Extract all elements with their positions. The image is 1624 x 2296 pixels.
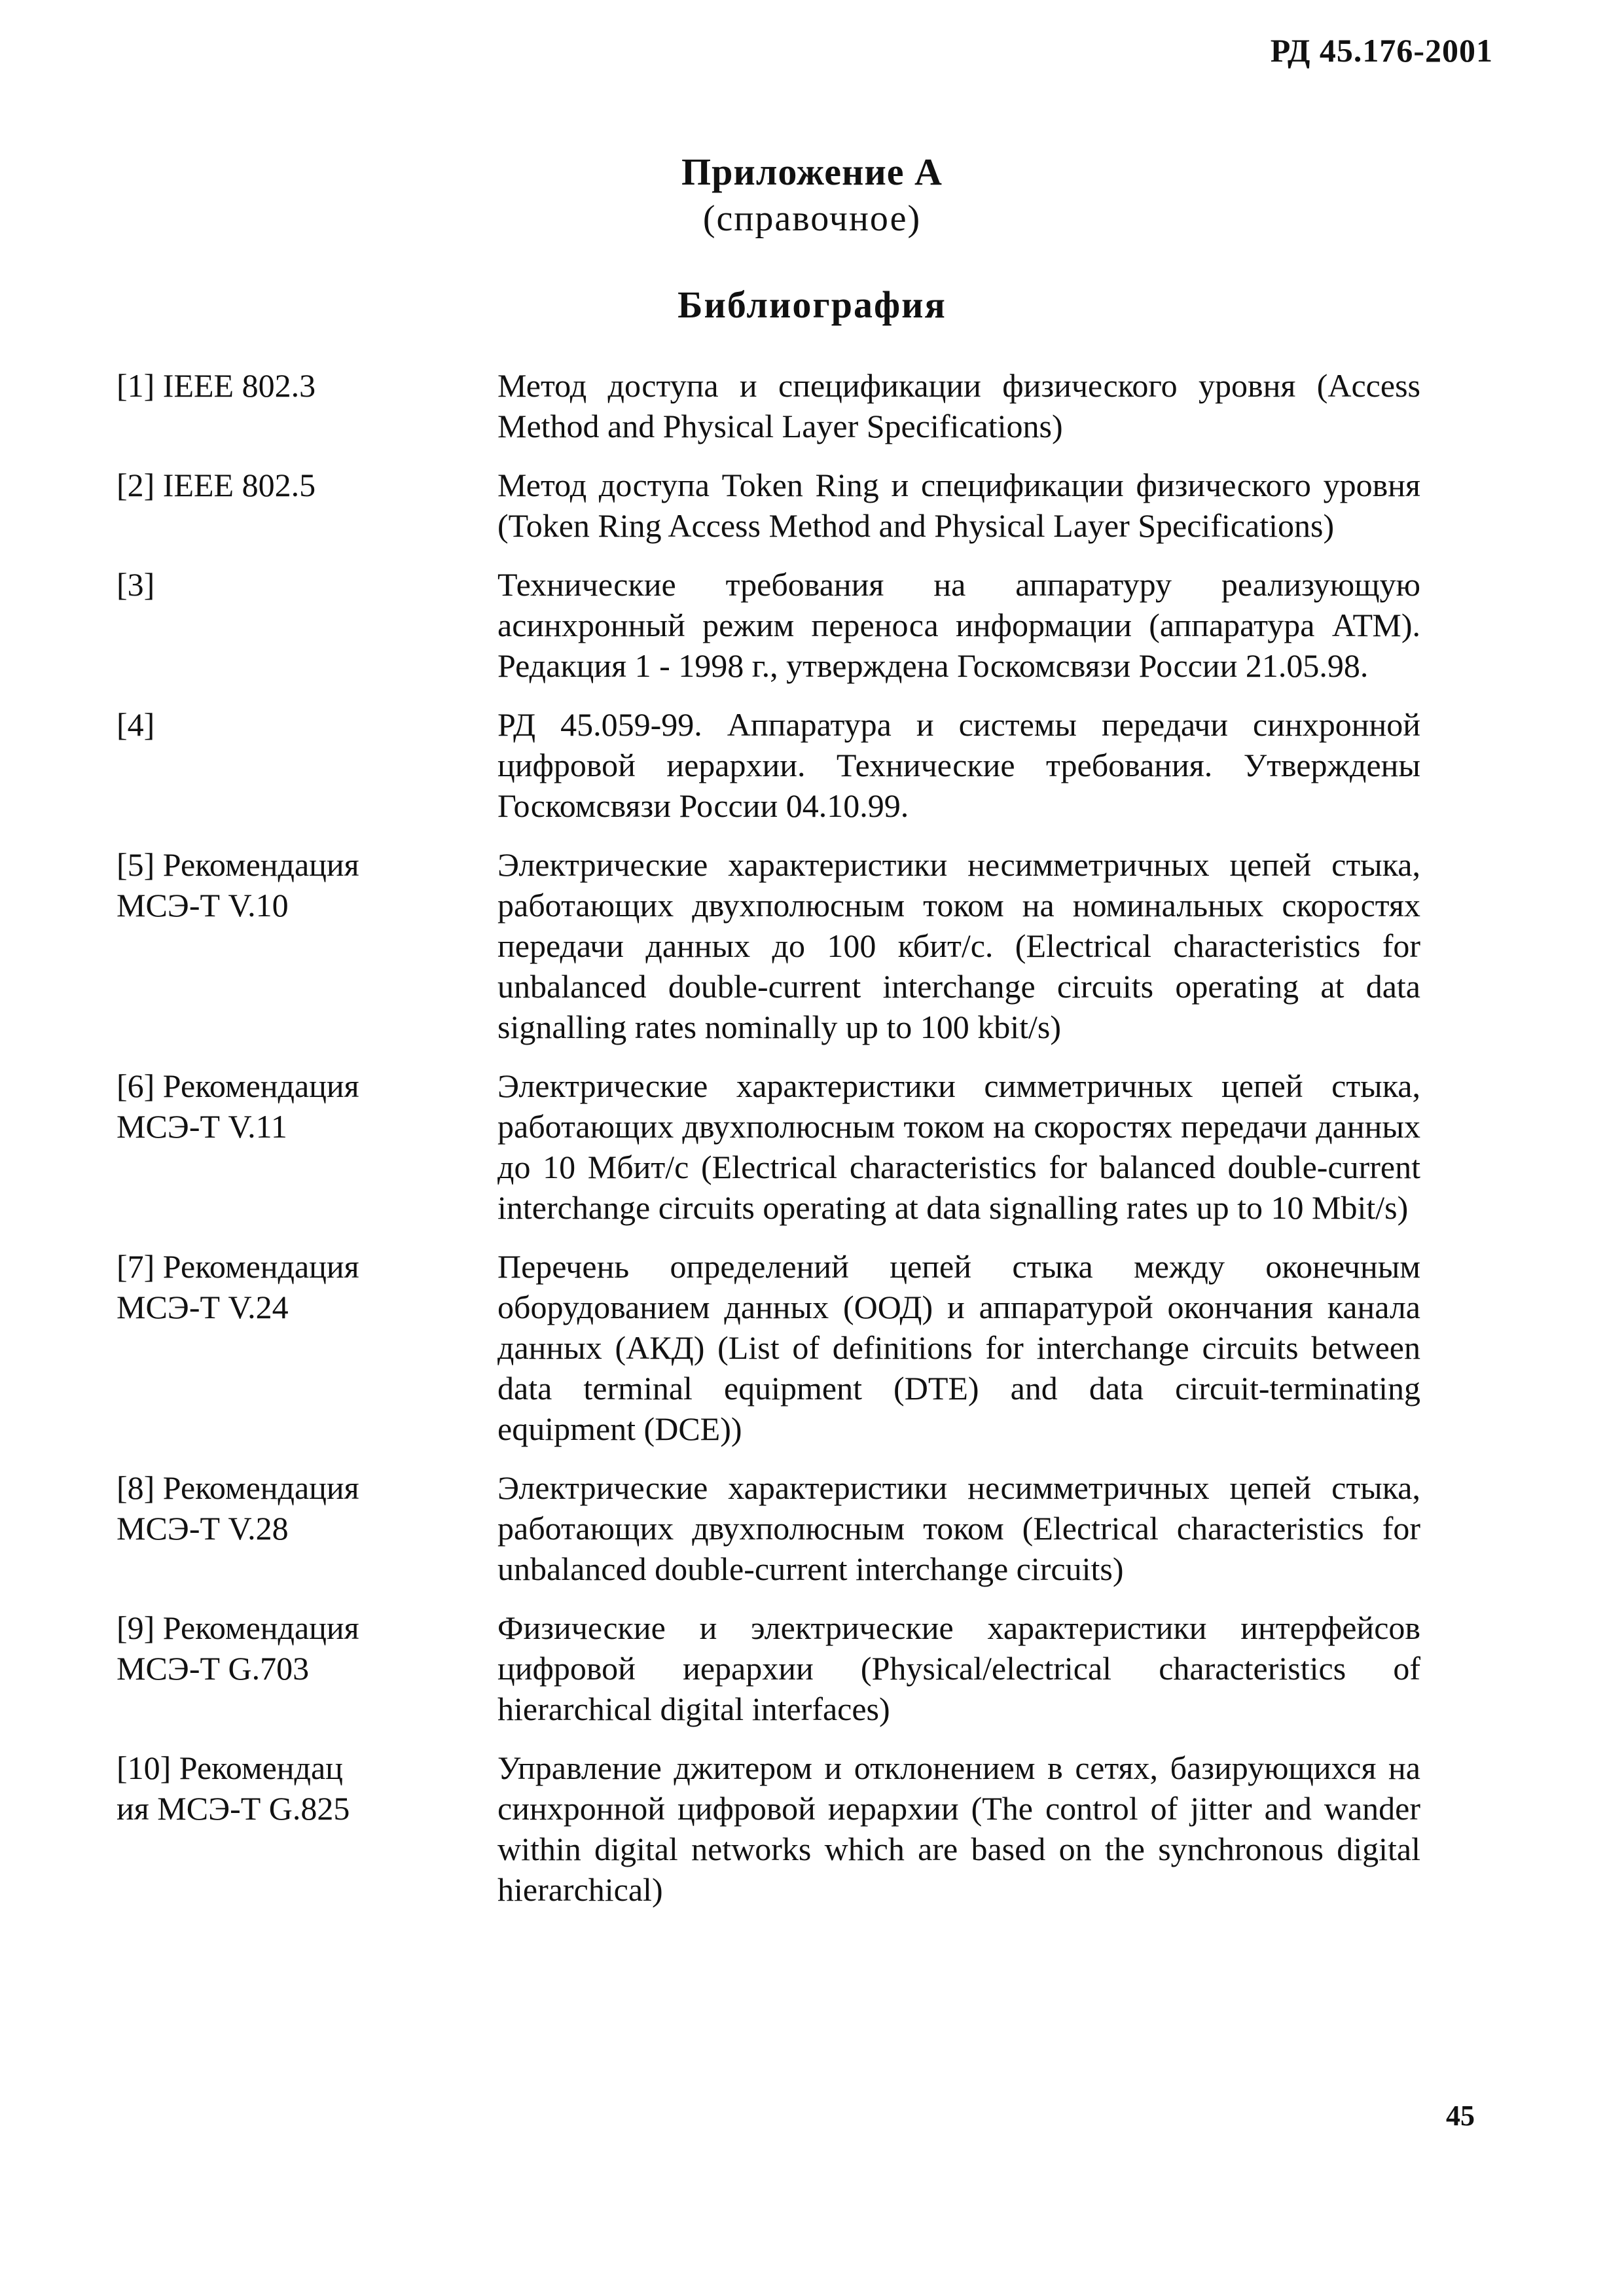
appendix-subtitle: (справочное) bbox=[702, 198, 922, 239]
bibliography-list bbox=[117, 365, 1420, 1928]
bibliography-entry-2 bbox=[117, 465, 1420, 546]
bibliography-entry-7 bbox=[117, 1246, 1420, 1449]
entry-reference: [10] Рекомендац ия МСЭ-Т G.825 bbox=[117, 1749, 350, 1827]
page-number: 45 bbox=[1446, 2100, 1475, 2132]
document-code: РД 45.176-2001 bbox=[1270, 32, 1493, 69]
bibliography-entry-4 bbox=[117, 704, 1420, 826]
bibliography-entry-8 bbox=[117, 1467, 1420, 1589]
bibliography-entry-1 bbox=[117, 365, 1420, 446]
entry-reference: [7] Рекомендация МСЭ-Т V.24 bbox=[117, 1248, 359, 1325]
entry-description: Электрические характеристики несимметричных цепей стыка, работающих двухполюсным током (Electrical characteristics for unbalanced double-current interchange circuits) bbox=[497, 1469, 1420, 1587]
entry-reference: [8] Рекомендация МСЭ-Т V.28 bbox=[117, 1469, 359, 1547]
entry-reference: [6] Рекомендация МСЭ-Т V.11 bbox=[117, 1067, 359, 1145]
entry-description: Электрические характеристики симметричных цепей стыка, работающих двухполюсным током на скоростях передачи данных до 10 Мбит/с (Electrical characteristics for balanced double-current interchange circuits operating at data signalling rates up to 10 Mbit/s) bbox=[497, 1067, 1420, 1226]
entry-reference: [4] bbox=[117, 706, 155, 743]
entry-reference: [1] IEEE 802.3 bbox=[117, 367, 316, 404]
entry-description: Технические требования на аппаратуру реализующую асинхронный режим переноса информации (аппаратура АТМ). Редакция 1 - 1998 г., утверждена Госкомсвязи России 21.05.98. bbox=[497, 566, 1420, 684]
entry-description: Перечень определений цепей стыка между оконечным оборудованием данных (ООД) и аппаратурой окончания канала данных (АКД) (List of definitions for interchange circuits between data terminal equipment (DTE) and data circuit-terminating equipment (DCE)) bbox=[497, 1248, 1420, 1447]
entry-reference: [2] IEEE 802.5 bbox=[117, 467, 316, 503]
entry-description: Метод доступа Token Ring и спецификации физического уровня (Token Ring Access Method and Physical Layer Specifications) bbox=[497, 467, 1420, 544]
appendix-heading bbox=[0, 149, 1624, 242]
bibliography-entry-6 bbox=[117, 1066, 1420, 1228]
bibliography-title: Библиография bbox=[677, 283, 947, 326]
entry-description: Физические и электрические характеристики интерфейсов цифровой иерархии (Physical/electrical characteristics of hierarchical digital interfaces) bbox=[497, 1609, 1420, 1727]
bibliography-entry-3 bbox=[117, 564, 1420, 686]
entry-description: Метод доступа и спецификации физического уровня (Access Method and Physical Layer Specifications) bbox=[497, 367, 1420, 444]
entry-reference: [3] bbox=[117, 566, 155, 603]
bibliography-entry-9 bbox=[117, 1607, 1420, 1729]
entry-description: Управление джитером и отклонением в сетях, базирующихся на синхронной цифровой иерархии (The control of jitter and wander within digital networks which are based on the synchronous digital hierarchical) bbox=[497, 1749, 1420, 1908]
bibliography-entry-10 bbox=[117, 1748, 1420, 1910]
entry-reference: [9] Рекомендация МСЭ-Т G.703 bbox=[117, 1609, 359, 1687]
entry-reference: [5] Рекомендация МСЭ-Т V.10 bbox=[117, 846, 359, 924]
entry-description: РД 45.059-99. Аппаратура и системы передачи синхронной цифровой иерархии. Технические требования. Утверждены Госкомсвязи России 04.10.99. bbox=[497, 706, 1420, 824]
bibliography-entry-5 bbox=[117, 844, 1420, 1047]
entry-description: Электрические характеристики несимметричных цепей стыка, работающих двухполюсным током на номинальных скоростях передачи данных до 100 кбит/с. (Electrical characteristics for unbalanced double-current interchange circuits operating at data signalling rates nominally up to 100 kbit/s) bbox=[497, 846, 1420, 1045]
appendix-title: Приложение А bbox=[681, 151, 943, 193]
